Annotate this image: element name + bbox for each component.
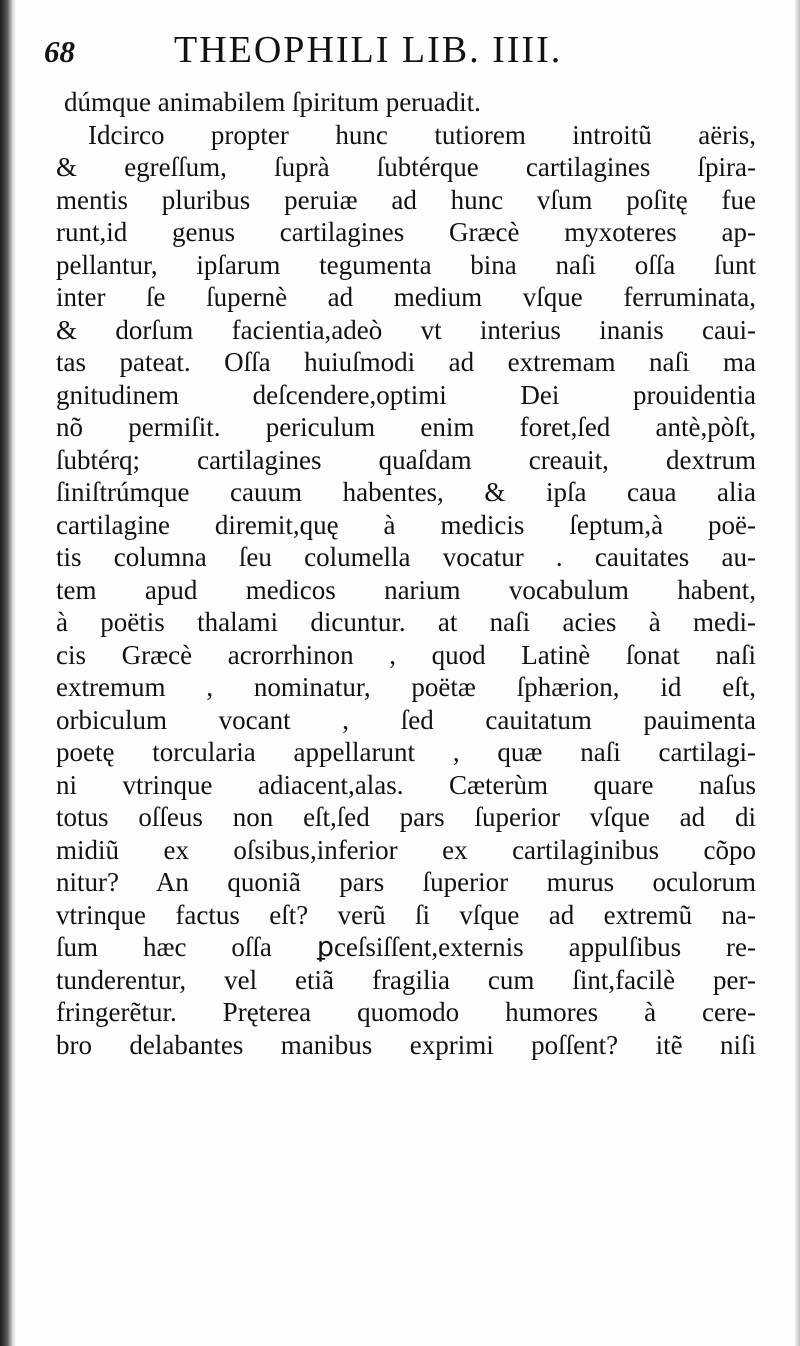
text-line: poetę torcularia appellarunt , quæ naſi cartilagi-: [56, 737, 756, 767]
text-line: ſum hæc oſſa ꝑceſsiſſent,externis appulſibus re-: [56, 932, 756, 962]
text-line: & dorſum facientia,adeò vt interius inanis caui-: [56, 314, 756, 345]
text-line: dúmque animabilem ſpiritum peruadit.: [64, 87, 481, 117]
text-line: totus oſſeus non eſt,ſed pars ſuperior vſque ad di: [56, 802, 756, 832]
text-line: cartilagine diremit,quę à medicis ſeptum,à poë-: [56, 509, 756, 540]
text-line: ſubtérq; cartilagines quaſdam creauit, dextrum: [56, 444, 756, 475]
text-line: ni vtrinque adiacent,alas. Cæterùm quare naſus: [56, 769, 756, 800]
text-line: vtrinque factus eſt? verũ ſi vſque ad extremũ na-: [56, 899, 756, 930]
text-line: Idcirco propter hunc tutiorem introitũ aëris,: [88, 119, 756, 150]
text-line: tunderentur, vel etiã fragilia cum ſint,facilè per-: [56, 964, 756, 995]
text-line: tis columna ſeu columella vocatur . cauitates au-: [56, 542, 756, 572]
text-line: pellantur, ipſarum tegumenta bina naſi oſſa ſunt: [56, 249, 756, 280]
text-line: inter ſe ſupernè ad medium vſque ferruminata,: [56, 282, 756, 312]
text-line: nitur? An quoniã pars ſuperior murus oculorum: [56, 867, 756, 897]
text-line: nõ permiſit. periculum enim foret,ſed antè,pòſt,: [56, 412, 756, 442]
text-line: tem apud medicos narium vocabulum habent,: [56, 574, 756, 605]
text-line: fringerẽtur. Pręterea quomodo humores à cere-: [56, 997, 756, 1027]
text-line: bro delabantes manibus exprimi poſſent? itẽ niſi: [56, 1029, 756, 1060]
running-title: THEOPHILI LIB. IIII.: [174, 29, 563, 71]
body-text: [56, 86, 756, 1061]
text-line: orbiculum vocant , ſed cauitatum pauimenta: [56, 704, 756, 735]
text-line: mentis pluribus peruiæ ad hunc vſum poſitę fue: [56, 184, 756, 215]
text-line: tas pateat. Oſſa huiuſmodi ad extremam naſi ma: [56, 347, 756, 377]
text-line: gnitudinem deſcendere,optimi Dei prouidentia: [56, 379, 756, 410]
text-line: & egreſſum, ſuprà ſubtérque cartilagines ſpira-: [56, 152, 756, 182]
text-line: cis Græcè acrorrhinon , quod Latinè ſonat naſi: [56, 639, 756, 670]
binding-shadow: [0, 0, 16, 1346]
text-line: midiũ ex oſsibus,inferior ex cartilaginibus cõpo: [56, 834, 756, 865]
text-line: à poëtis thalami dicuntur. at naſi acies à medi-: [56, 607, 756, 637]
page-header: [44, 28, 764, 88]
text-line: runt,id genus cartilagines Græcè myxoteres ap-: [56, 217, 756, 247]
page-number: 68: [44, 34, 75, 69]
text-line: ſiniſtrúmque cauum habentes, & ipſa caua alia: [56, 477, 756, 507]
text-line: extremum , nominatur, poëtæ ſphærion, id eſt,: [56, 672, 756, 702]
page-edge: [794, 0, 800, 1346]
